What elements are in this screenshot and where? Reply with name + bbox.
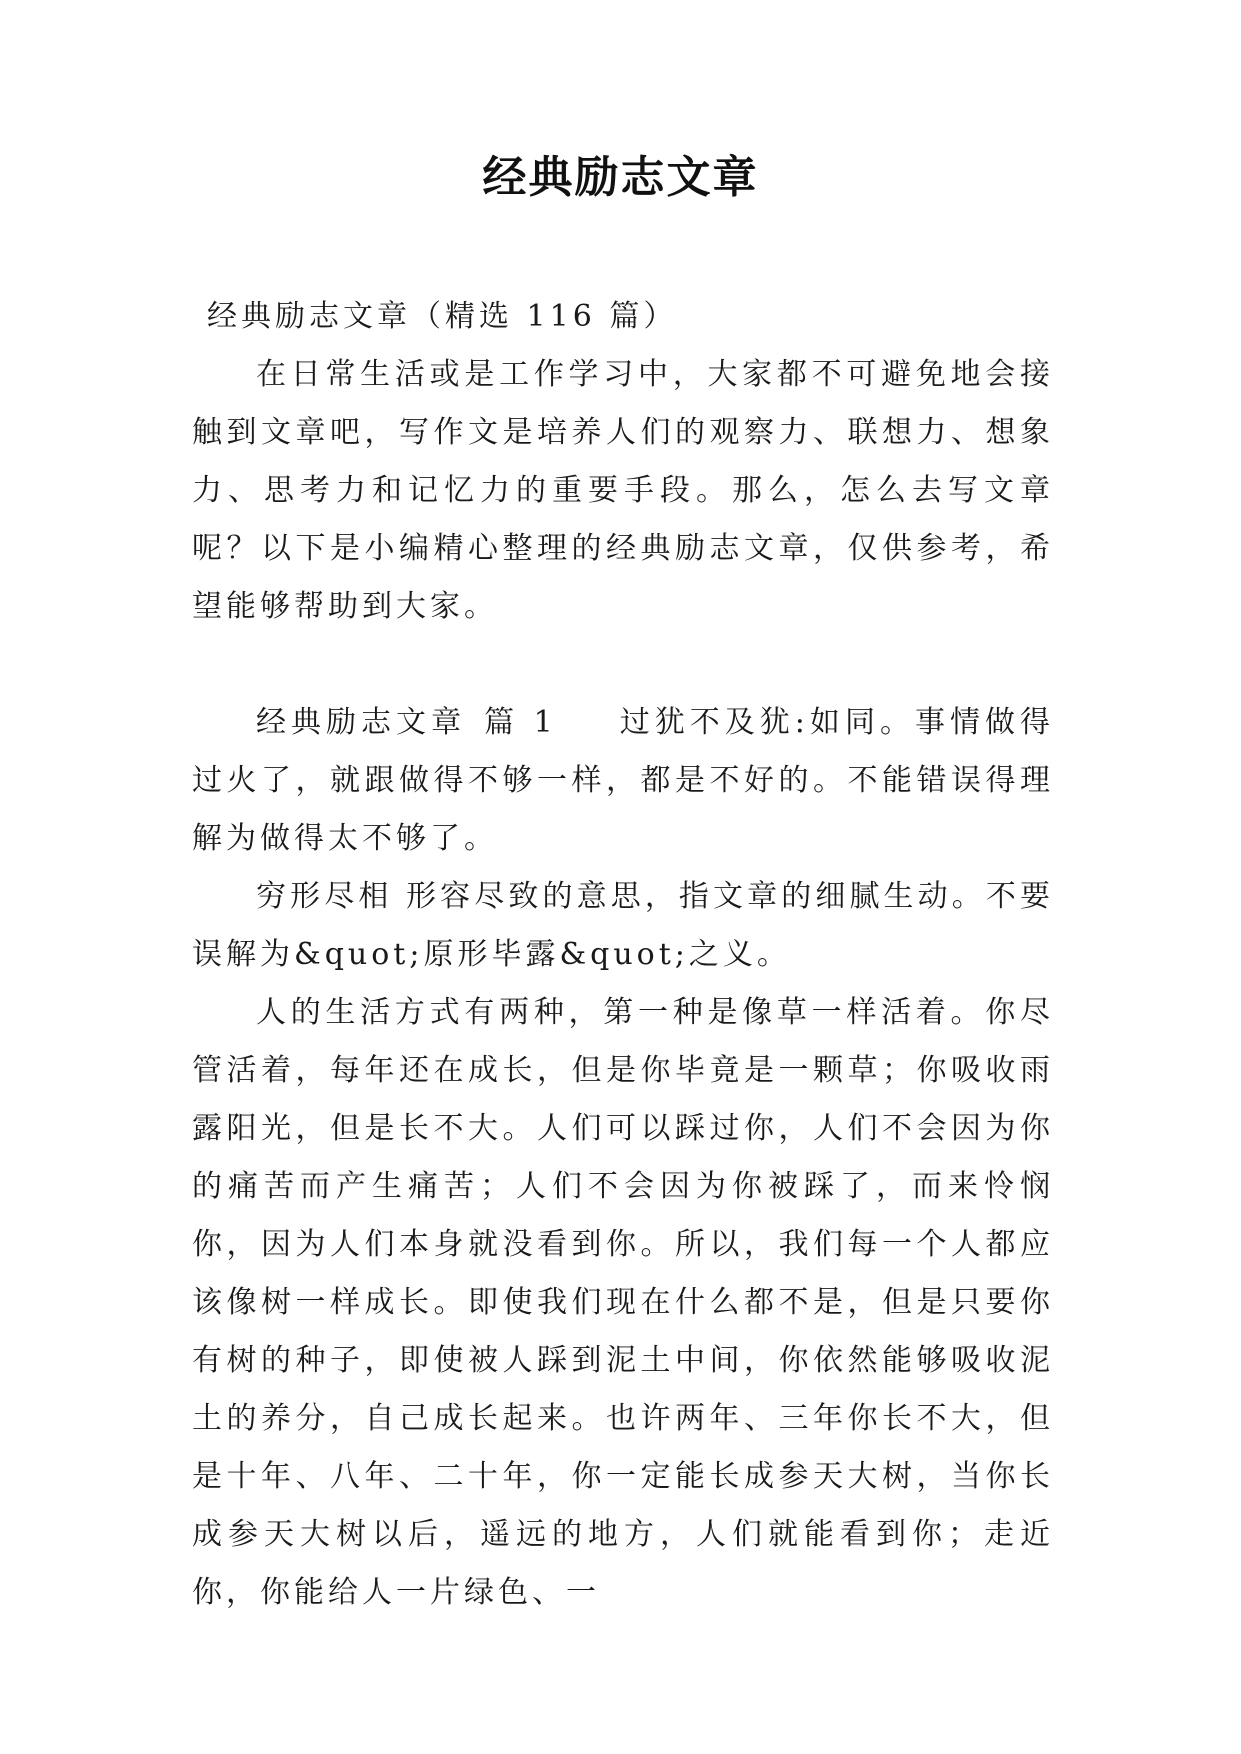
paragraph-gap: [192, 636, 1054, 694]
body-paragraph-2: 穷形尽相 形容尽致的意思，指文章的细腻生动。不要误解为&quot;原形毕露&quot;之义。: [192, 879, 1054, 972]
intro-paragraph: 在日常生活或是工作学习中，大家都不可避免地会接触到文章吧，写作文是培养人们的观察力、联想力、想象力、思考力和记忆力的重要手段。那么，怎么去写文章呢？以下是小编精心整理的经典励志文章，仅供参考，希望能够帮助到大家。: [192, 357, 1054, 624]
section-1-paragraph: [192, 694, 1054, 868]
document-body: [192, 288, 1054, 1622]
body-paragraph-3: 人的生活方式有两种，第一种是像草一样活着。你尽管活着，每年还在成长，但是你毕竟是一颗草；你吸收雨露阳光，但是长不大。人们可以踩过你，人们不会因为你的痛苦而产生痛苦；人们不会因为你被踩了，而来怜悯你，因为人们本身就没看到你。所以，我们每一个人都应该像树一样成长。即使我们现在什么都不是，但是只要你有树的种子，即使被人踩到泥土中间，你依然能够吸收泥土的养分，自己成长起来。也许两年、三年你长不大，但是十年、八年、二十年，你一定能长成参天大树，当你长成参天大树以后，遥远的地方，人们就能看到你；走近你，你能给人一片绿色、一: [192, 995, 1054, 1610]
section-number: 篇 1: [484, 705, 557, 740]
section-label: 经典励志文章: [256, 705, 467, 740]
section-1-text: 过犹不及犹:如同。事情做得过火了，就跟做得不够一样，都是不好的。不能错误得理解为做得太不够了。: [192, 705, 1055, 856]
document-subtitle: 经典励志文章（精选 116 篇）: [207, 299, 678, 334]
document-title: 经典励志文章: [482, 152, 759, 203]
